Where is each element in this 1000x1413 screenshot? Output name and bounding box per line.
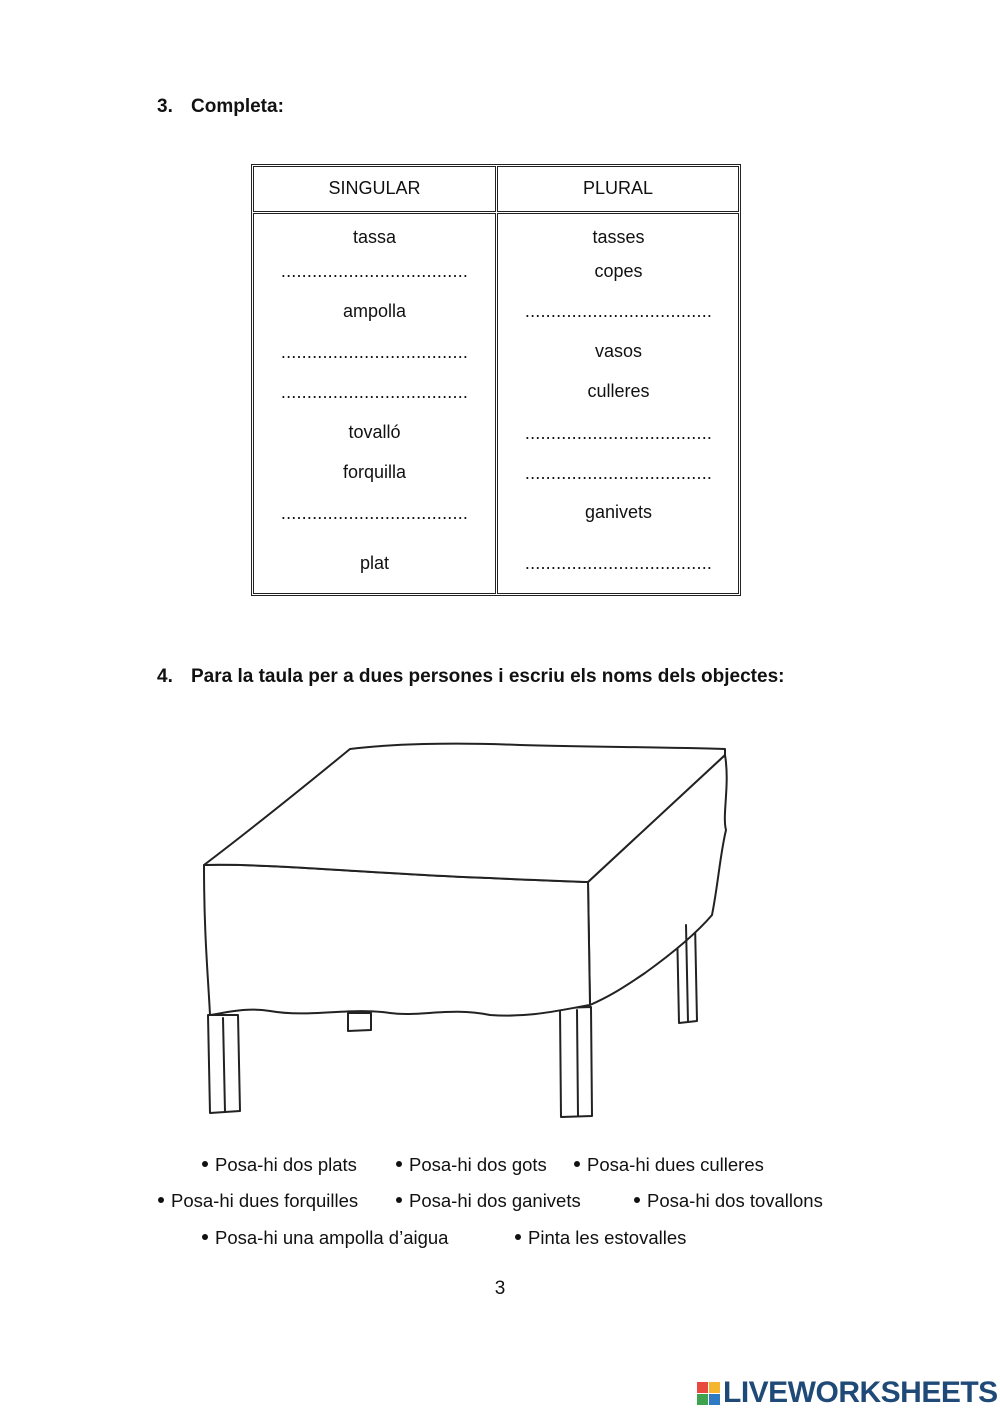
exercise-3-number: 3.: [157, 96, 173, 117]
instruction-item: Posa-hi una ampolla d’aigua: [202, 1227, 448, 1249]
instruction-item: Posa-hi dos tovallons: [634, 1190, 823, 1212]
singular-blank[interactable]: ....................................: [280, 342, 469, 362]
bullet-icon: [396, 1161, 402, 1167]
plural-cell: vasos: [594, 341, 643, 361]
plural-cell: copes: [594, 261, 643, 281]
plural-blank[interactable]: ....................................: [524, 463, 713, 483]
singular-cell: plat: [359, 553, 390, 573]
singular-plural-table: [251, 164, 741, 596]
singular-blank[interactable]: ....................................: [280, 261, 469, 281]
logo-square: [709, 1394, 720, 1405]
plural-blank[interactable]: ....................................: [524, 423, 713, 443]
exercise-3-heading: [157, 96, 284, 118]
instruction-item: Pinta les estovalles: [515, 1227, 686, 1249]
plural-blank[interactable]: ....................................: [524, 301, 713, 321]
bullet-icon: [574, 1161, 580, 1167]
singular-cell: forquilla: [342, 462, 407, 482]
bullet-icon: [396, 1197, 402, 1203]
plural-cell: tasses: [592, 227, 645, 247]
singular-blank[interactable]: ....................................: [280, 503, 469, 523]
logo-square: [697, 1394, 708, 1405]
page-number: 3: [494, 1278, 506, 1299]
logo-squares-icon: [697, 1382, 720, 1405]
exercise-3-title: Completa:: [191, 96, 284, 117]
bullet-icon: [158, 1197, 164, 1203]
logo-square: [697, 1382, 708, 1393]
table-drawing[interactable]: [190, 735, 750, 1130]
logo-square: [709, 1382, 720, 1393]
singular-cell: ampolla: [342, 301, 407, 321]
exercise-4-heading: [157, 666, 784, 688]
back-leg-middle: [348, 1013, 371, 1031]
instruction-item: Posa-hi dos ganivets: [396, 1190, 581, 1212]
plural-cell: culleres: [587, 381, 650, 401]
bullet-icon: [202, 1161, 208, 1167]
column-header-plural: PLURAL: [582, 178, 654, 198]
plural-cell: ganivets: [584, 502, 653, 522]
plural-blank[interactable]: ....................................: [524, 553, 713, 573]
singular-cell: tovalló: [348, 422, 401, 442]
liveworksheets-logo[interactable]: [697, 1376, 998, 1410]
instruction-item: Posa-hi dos plats: [202, 1154, 357, 1176]
instruction-item: Posa-hi dos gots: [396, 1154, 547, 1176]
instruction-item: Posa-hi dues culleres: [574, 1154, 764, 1176]
singular-cell: tassa: [352, 227, 397, 247]
exercise-4-title: Para la taula per a dues persones i escriu els noms dels objectes:: [191, 666, 785, 687]
column-header-singular: SINGULAR: [328, 178, 421, 198]
bullet-icon: [634, 1197, 640, 1203]
bullet-icon: [515, 1234, 521, 1240]
logo-text: LIVEWORKSHEETS: [723, 1376, 998, 1409]
exercise-4-number: 4.: [157, 666, 173, 687]
instruction-item: Posa-hi dues forquilles: [158, 1190, 358, 1212]
front-leg-right: [560, 1007, 592, 1117]
singular-blank[interactable]: ....................................: [280, 382, 469, 402]
bullet-icon: [202, 1234, 208, 1240]
tablecloth-front: [204, 865, 590, 1016]
